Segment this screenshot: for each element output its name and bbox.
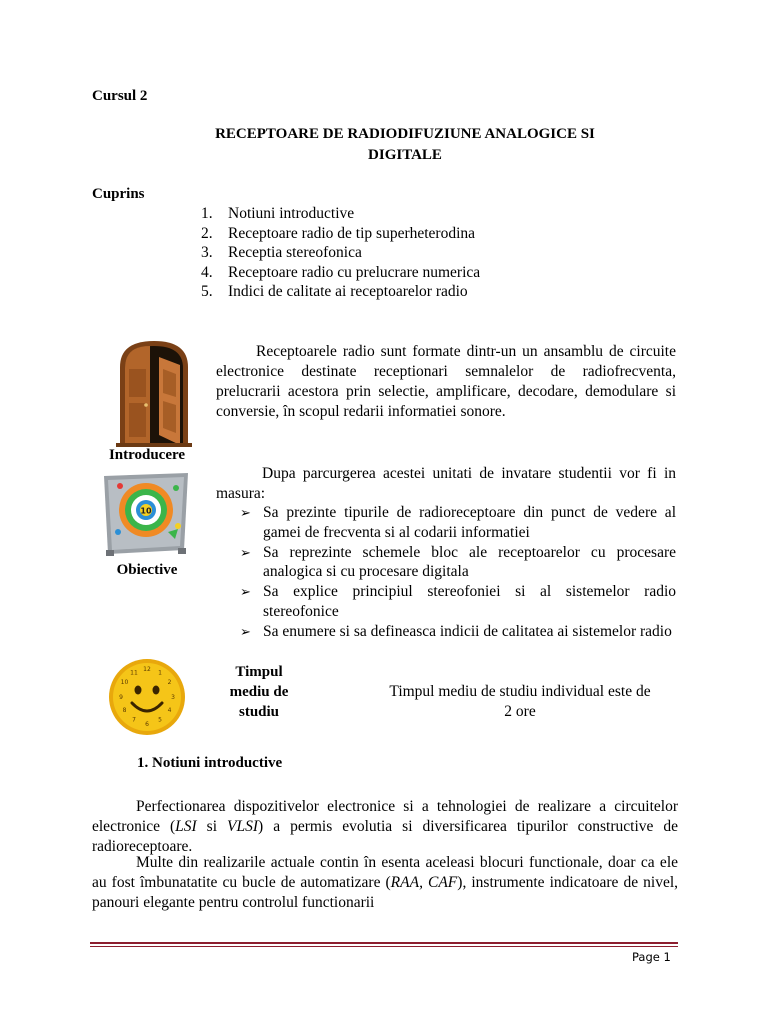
target-score-label: 10 bbox=[140, 506, 152, 516]
page-title bbox=[150, 124, 660, 166]
contents-item bbox=[201, 282, 480, 302]
contents-item-text: Notiuni introductive bbox=[228, 205, 355, 222]
objective-item bbox=[240, 622, 676, 642]
clock-number: 12 bbox=[143, 666, 151, 673]
acronym-lsi: LSI bbox=[175, 818, 197, 835]
objectives-label: Obiective bbox=[116, 562, 178, 578]
objectives-list bbox=[240, 503, 676, 642]
door-icon bbox=[116, 339, 192, 447]
target-board-icon bbox=[98, 470, 193, 558]
contents-item-number: 1. bbox=[201, 205, 213, 222]
clock-number: 3 bbox=[171, 694, 175, 701]
course-number: Cursul 2 bbox=[92, 88, 148, 104]
objective-text: Sa prezinte tipurile de radioreceptoare din punct de vedere al gamei de frecventa si al codarii informatiei bbox=[263, 504, 676, 541]
study-time-label-line: studiu bbox=[238, 704, 280, 720]
contents-item-text: Receptia stereofonica bbox=[228, 244, 362, 262]
objective-text: Sa reprezinte schemele bloc ale receptoarelor cu procesare analogica si cu procesare digitala bbox=[263, 543, 676, 581]
paragraph-text: ), instrumente indicatoare de nivel, panouri elegante pentru controlul functionarii bbox=[92, 874, 679, 911]
contents-item-number: 4. bbox=[201, 263, 213, 281]
clock-number: 10 bbox=[120, 679, 129, 686]
acronym-raa-caf: RAA, CAF bbox=[390, 874, 458, 891]
contents-item-number: 3. bbox=[201, 244, 213, 262]
contents-item-number: 2. bbox=[201, 224, 213, 242]
clock-number: 9 bbox=[119, 694, 123, 701]
objectives-lead: Dupa parcurgerea acestei unitati de invatare studentii vor fi in masura: bbox=[216, 465, 676, 502]
clock-number: 8 bbox=[122, 707, 127, 714]
arrow-bullet-icon: ➢ bbox=[240, 623, 251, 639]
contents-item bbox=[201, 243, 480, 263]
contents-item bbox=[201, 224, 480, 244]
paragraph-text: Perfectionarea dispozitivelor electronice si a tehnologiei de realizare a circuitelor electronice ( bbox=[92, 798, 678, 835]
section-heading: 1. Notiuni introductive bbox=[137, 755, 283, 771]
contents-list bbox=[201, 204, 480, 302]
contents-item bbox=[201, 263, 480, 283]
paragraph-text: si bbox=[196, 818, 228, 835]
section-paragraph-1 bbox=[92, 797, 678, 857]
contents-item-text: Receptoare radio cu prelucrare numerica bbox=[228, 263, 481, 281]
title-line-1: RECEPTOARE DE RADIODIFUZIUNE ANALOGICE SI bbox=[215, 126, 595, 142]
footer-divider bbox=[90, 942, 678, 944]
study-time-text bbox=[340, 682, 700, 722]
arrow-bullet-icon: ➢ bbox=[240, 544, 251, 560]
introduction-label: Introducere bbox=[108, 447, 186, 463]
study-time-label-line: mediu de bbox=[229, 684, 289, 700]
section-paragraph-2 bbox=[92, 853, 678, 913]
objective-item bbox=[240, 503, 676, 543]
clock-number: 4 bbox=[167, 707, 172, 714]
study-time-text-line: 2 ore bbox=[504, 703, 536, 720]
acronym-vlsi: VLSI bbox=[227, 818, 259, 835]
introduction-paragraph: Receptoarele radio sunt formate dintr-un un ansamblu de circuite electronice destinate receptionari semnalelor de radiofrecventa, prelucrarii acestora prin selectie, amplificare, decodare, demodulare si conversie, în scopul redarii informatiei sonore. bbox=[216, 343, 676, 420]
contents-item-number: 5. bbox=[201, 283, 213, 301]
footer-divider-thin bbox=[90, 946, 678, 947]
objective-text: Sa explice principiul stereofoniei si al sistemelor radio stereofonice bbox=[263, 583, 676, 620]
contents-label: Cuprins bbox=[92, 186, 145, 202]
arrow-bullet-icon: ➢ bbox=[240, 584, 251, 600]
contents-item bbox=[201, 204, 480, 224]
paragraph-text: Multe din realizarile actuale contin în esenta aceleasi blocuri functionale, doar ca ele au fost îmbunatatite cu bucle de automatizare ( bbox=[92, 854, 678, 891]
study-time-label-line: Timpul bbox=[235, 664, 283, 680]
study-time-label bbox=[214, 662, 304, 722]
clock-number: 11 bbox=[130, 669, 138, 677]
objective-text: Sa enumere si sa defineasca indicii de calitatea ai sistemelor radio bbox=[263, 622, 672, 640]
clock-number: 5 bbox=[158, 716, 162, 724]
clock-number: 2 bbox=[167, 679, 172, 686]
objective-item bbox=[240, 582, 676, 622]
clock-number: 7 bbox=[132, 716, 136, 724]
clock-number: 1 bbox=[158, 669, 162, 677]
page-number: Page 1 bbox=[632, 950, 671, 964]
title-line-2: DIGITALE bbox=[368, 147, 442, 163]
contents-item-text: Receptoare radio de tip superheterodina bbox=[228, 224, 476, 242]
contents-item-text: Indici de calitate ai receptoarelor radio bbox=[228, 283, 468, 301]
objective-item bbox=[240, 543, 676, 583]
paragraph-text: ) a permis evolutia si diversificarea tipurilor constructive de radioreceptoare. bbox=[92, 818, 679, 855]
arrow-bullet-icon: ➢ bbox=[240, 505, 251, 520]
study-time-text-line: Timpul mediu de studiu individual este de bbox=[389, 683, 651, 700]
clock-number: 6 bbox=[145, 721, 149, 728]
smiley-clock-icon bbox=[106, 657, 188, 737]
